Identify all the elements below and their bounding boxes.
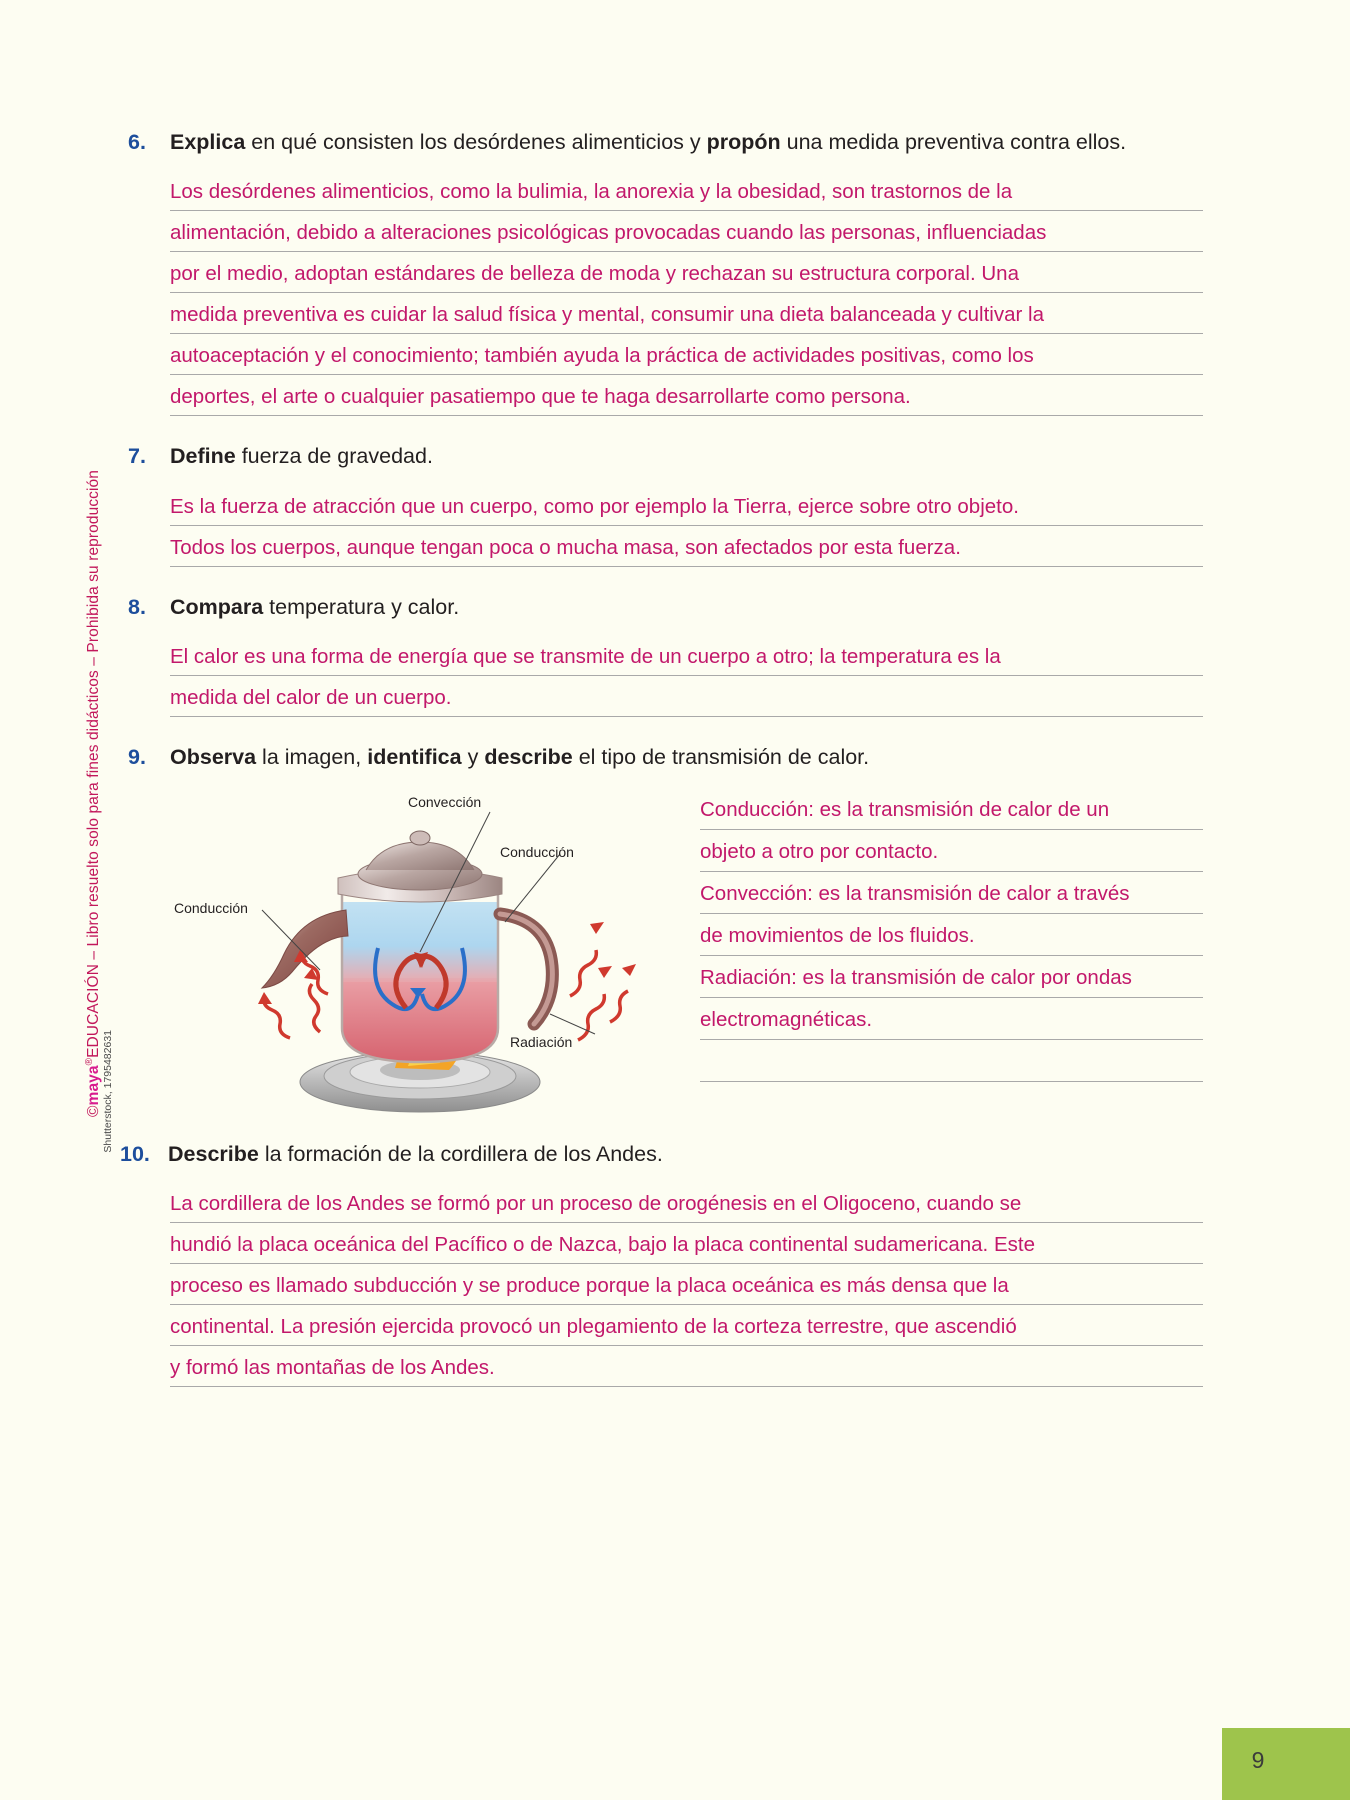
question-10-answer[interactable] [170, 1182, 1203, 1387]
figure-label-radiacion: Radiación [510, 1033, 573, 1050]
question-6-text-end: una medida preventiva contra ellos. [780, 130, 1127, 154]
figure-label-conveccion: Convección [408, 793, 482, 810]
answer-line-text: continental. La presión ejercida provocó un plegamiento de la corteza terrestre, que ascendió [170, 1314, 1017, 1338]
answer-line-text: electromagnéticas. [700, 1007, 873, 1031]
answer-line[interactable] [170, 1182, 1203, 1223]
answer-line-text: Convección: es la transmisión de calor a través [700, 881, 1130, 905]
question-9-number: 9. [128, 745, 146, 770]
answer-line[interactable] [700, 872, 1203, 914]
answer-line[interactable] [700, 1040, 1203, 1082]
question-9-prompt [128, 743, 1203, 771]
question-8-answer[interactable] [170, 635, 1203, 717]
question-6-verb2: propón [706, 130, 781, 154]
question-7-number: 7. [128, 444, 146, 469]
question-9-verb2: identifica [367, 745, 462, 770]
answer-line-text: Radiación: es la transmisión de calor por ondas [700, 965, 1132, 989]
question-9 [128, 743, 1203, 1121]
question-7-text-end: fuerza de gravedad. [235, 444, 433, 469]
answer-line[interactable] [170, 526, 1203, 567]
question-7-answer[interactable] [170, 485, 1203, 567]
answer-line-text: objeto a otro por contacto. [700, 839, 939, 863]
question-7-prompt [128, 442, 1203, 470]
answer-line[interactable] [700, 788, 1203, 830]
answer-line[interactable] [700, 830, 1203, 872]
answer-line-text: por el medio, adoptan estándares de belleza de moda y rechazan su estructura corporal. Una [170, 262, 1019, 286]
answer-line-text: deportes, el arte o cualquier pasatiempo que te haga desarrollarte como persona. [170, 385, 911, 409]
question-10-prompt [120, 1140, 1203, 1168]
question-9-verb: Observa [170, 745, 257, 770]
page-number-tab [1222, 1728, 1350, 1800]
kettle-illustration-svg [170, 782, 690, 1122]
answer-line[interactable] [170, 170, 1203, 211]
question-6-number: 6. [128, 130, 146, 154]
question-10-text-end: la formación de la cordillera de los Andes. [258, 1141, 663, 1166]
answer-line[interactable] [170, 635, 1203, 676]
answer-line-text: Es la fuerza de atracción que un cuerpo, como por ejemplo la Tierra, ejerce sobre otro objeto. [170, 494, 1019, 518]
question-6-answer[interactable] [170, 170, 1203, 416]
question-7 [128, 442, 1203, 566]
answer-line[interactable] [170, 1305, 1203, 1346]
answer-line[interactable] [170, 676, 1203, 717]
answer-line-text: Los desórdenes alimenticios, como la bulimia, la anorexia y la obesidad, son trastornos de la [170, 180, 1013, 204]
answer-line-text: medida del calor de un cuerpo. [170, 686, 452, 710]
answer-line-text: hundió la placa oceánica del Pacífico o de Nazca, bajo la placa continental sudamericana. Este [170, 1232, 1035, 1256]
answer-line[interactable] [170, 252, 1203, 293]
figure-label-conduccion-left: Conducción [174, 899, 248, 916]
answer-line[interactable] [170, 334, 1203, 375]
copyright-credit [84, 470, 103, 1117]
figure-label-conduccion-right: Conducción [500, 843, 574, 860]
page-number: 9 [1251, 1746, 1265, 1773]
heat-transfer-figure [170, 782, 690, 1122]
answer-line-text: y formó las montañas de los Andes. [170, 1355, 495, 1379]
answer-line[interactable] [700, 914, 1203, 956]
answer-line-text: medida preventiva es cuidar la salud física y mental, consumir una dieta balanceada y cultivar la [170, 303, 1044, 327]
answer-line-text: El calor es una forma de energía que se transmite de un cuerpo a otro; la temperatura es la [170, 645, 1001, 669]
answer-line[interactable] [170, 1264, 1203, 1305]
answer-line[interactable] [700, 998, 1203, 1040]
answer-line-text: Conducción: es la transmisión de calor de un [700, 797, 1110, 821]
answer-line[interactable] [170, 1346, 1203, 1387]
credit-text: EDUCACIÓN – Libro resuelto solo para fines didácticos – Prohibida su reproducción [85, 470, 103, 1058]
question-8-text-end: temperatura y calor. [263, 594, 460, 619]
question-10-number: 10. [120, 1141, 150, 1166]
question-9-text-mid2: y [461, 745, 485, 770]
answer-line-text: alimentación, debido a alteraciones psicológicas provocadas cuando las personas, influenciadas [170, 221, 1047, 245]
question-6 [128, 128, 1203, 416]
copyright-symbol: © [85, 1105, 103, 1117]
question-8-verb: Compara [170, 594, 264, 619]
image-credit: Shutterstock, 1795482631 [102, 1030, 114, 1153]
answer-line[interactable] [170, 375, 1203, 416]
brand-name: maya [85, 1065, 103, 1106]
registered-symbol: ® [84, 1057, 95, 1066]
answer-line-text: proceso es llamado subducción y se produce porque la placa oceánica es más densa que la [170, 1273, 1009, 1297]
answer-line[interactable] [170, 1223, 1203, 1264]
question-8 [128, 593, 1203, 717]
question-9-verb3: describe [484, 745, 573, 770]
answer-line[interactable] [700, 956, 1203, 998]
question-6-prompt [128, 128, 1203, 156]
question-10 [120, 1140, 1203, 1387]
question-9-text-end: el tipo de transmisión de calor. [572, 745, 870, 770]
question-8-prompt [128, 593, 1203, 621]
question-8-number: 8. [128, 594, 146, 619]
answer-line-text: Todos los cuerpos, aunque tengan poca o mucha masa, son afectados por esta fuerza. [170, 535, 961, 559]
answer-line[interactable] [170, 211, 1203, 252]
answer-line-text: de movimientos de los fluidos. [700, 923, 975, 947]
side-rail [84, 470, 114, 1370]
content-column [120, 128, 1203, 1387]
question-6-verb: Explica [170, 130, 246, 154]
question-6-text-mid: en qué consisten los desórdenes alimenticios y [245, 130, 707, 154]
question-7-verb: Define [170, 444, 236, 469]
answer-line-text: La cordillera de los Andes se formó por un proceso de orogénesis en el Oligoceno, cuando se [170, 1191, 1022, 1215]
question-9-text-mid: la imagen, [256, 745, 368, 770]
answer-line[interactable] [170, 485, 1203, 526]
answer-line[interactable] [170, 293, 1203, 334]
question-9-body [170, 782, 1203, 1122]
answer-line-text: autoaceptación y el conocimiento; también ayuda la práctica de actividades positivas, como los [170, 344, 1034, 368]
question-10-verb: Describe [168, 1141, 259, 1166]
question-9-answer[interactable] [700, 788, 1203, 1082]
